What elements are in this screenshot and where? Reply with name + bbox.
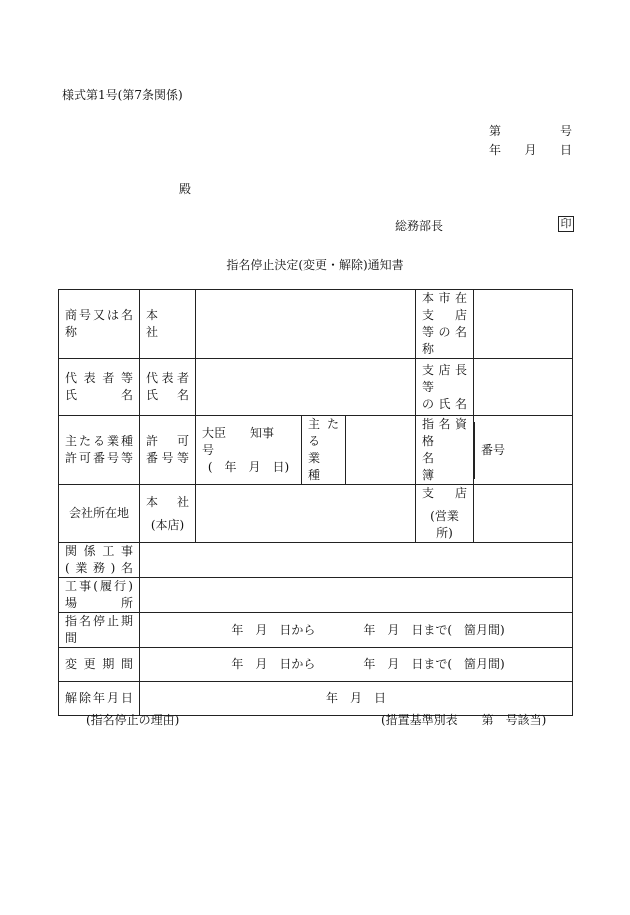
branch-name-field (474, 290, 573, 359)
suspension-period-field: 年 月 日から 年 月 日まで( 箇月間) (140, 613, 573, 648)
head-office-label: 本 社 (140, 290, 196, 359)
table-row-suspension-period (59, 613, 573, 648)
change-period-field: 年 月 日から 年 月 日まで( 箇月間) (140, 648, 573, 682)
company-address-label: 会社所在地 (59, 485, 140, 543)
branch-manager-field (474, 359, 573, 416)
permit-field: 大臣 知事 号 ( 年 月 日) (196, 416, 302, 485)
company-name-label: 商号又は名称 (59, 290, 140, 359)
representative-name-field (196, 359, 416, 416)
registry-number-label: 番号 (481, 442, 506, 457)
project-location-label: 工事(履行) 場 所 (59, 578, 140, 613)
release-date-field: 年 月 日 (140, 682, 573, 716)
day-label: 日 (559, 143, 572, 157)
table-row-company-name (59, 290, 573, 359)
registry-number-field (474, 416, 573, 485)
representative-label: 代表者等 氏 名 (59, 359, 140, 416)
suspension-reason-label: (指名停止の理由) (86, 713, 180, 727)
main-type-label: 主たる 業 種 (302, 416, 346, 485)
representative-sub-label: 代表者 氏 名 (140, 359, 196, 416)
head-office-address-field (196, 485, 416, 543)
form-number-label: 様式第1号(第7条関係) (62, 88, 183, 102)
business-type-label: 主たる業種 許可番号等 (59, 416, 140, 485)
head-office-name-field (196, 290, 416, 359)
year-label: 年 (489, 143, 502, 157)
addressee-suffix: 殿 (179, 182, 192, 196)
suspension-period-label: 指名停止期間 (59, 613, 140, 648)
seal-mark: 印 (558, 216, 574, 232)
head-office-address-label: 本 社 (本店) (140, 485, 196, 543)
document-number-line (489, 122, 572, 139)
criteria-basis-label: (措置基準別表 第 号該当) (381, 713, 547, 727)
project-name-field (140, 543, 573, 578)
document-title: 指名停止決定(変更・解除)通知書 (226, 258, 404, 272)
branch-manager-label: 支店長等 の氏名 (416, 359, 474, 416)
date-line (489, 141, 572, 158)
branch-address-field (474, 485, 573, 543)
branch-name-label: 本市在支店 等の名称 (416, 290, 474, 359)
go-label: 号 (559, 124, 572, 138)
branch-address-label: 支 店 (営業所) (416, 485, 474, 543)
notice-form-table (58, 289, 573, 716)
table-row-project-name (59, 543, 573, 578)
table-row-project-location (59, 578, 573, 613)
dai-label: 第 (489, 124, 502, 138)
registry-label: 指名資格 名 簿 (416, 416, 474, 485)
issuer-title: 総務部長 (395, 219, 444, 233)
project-name-label: 関係工事 (業務)名 (59, 543, 140, 578)
table-row-address (59, 485, 573, 543)
release-date-label: 解除年月日 (59, 682, 140, 716)
table-row-representative (59, 359, 573, 416)
permit-number-label: 許 可 番号等 (140, 416, 196, 485)
change-period-label: 変更期間 (59, 648, 140, 682)
table-row-change-period (59, 648, 573, 682)
project-location-field (140, 578, 573, 613)
main-type-field (346, 416, 416, 485)
month-label: 月 (524, 143, 537, 157)
table-row-business-type (59, 416, 573, 485)
